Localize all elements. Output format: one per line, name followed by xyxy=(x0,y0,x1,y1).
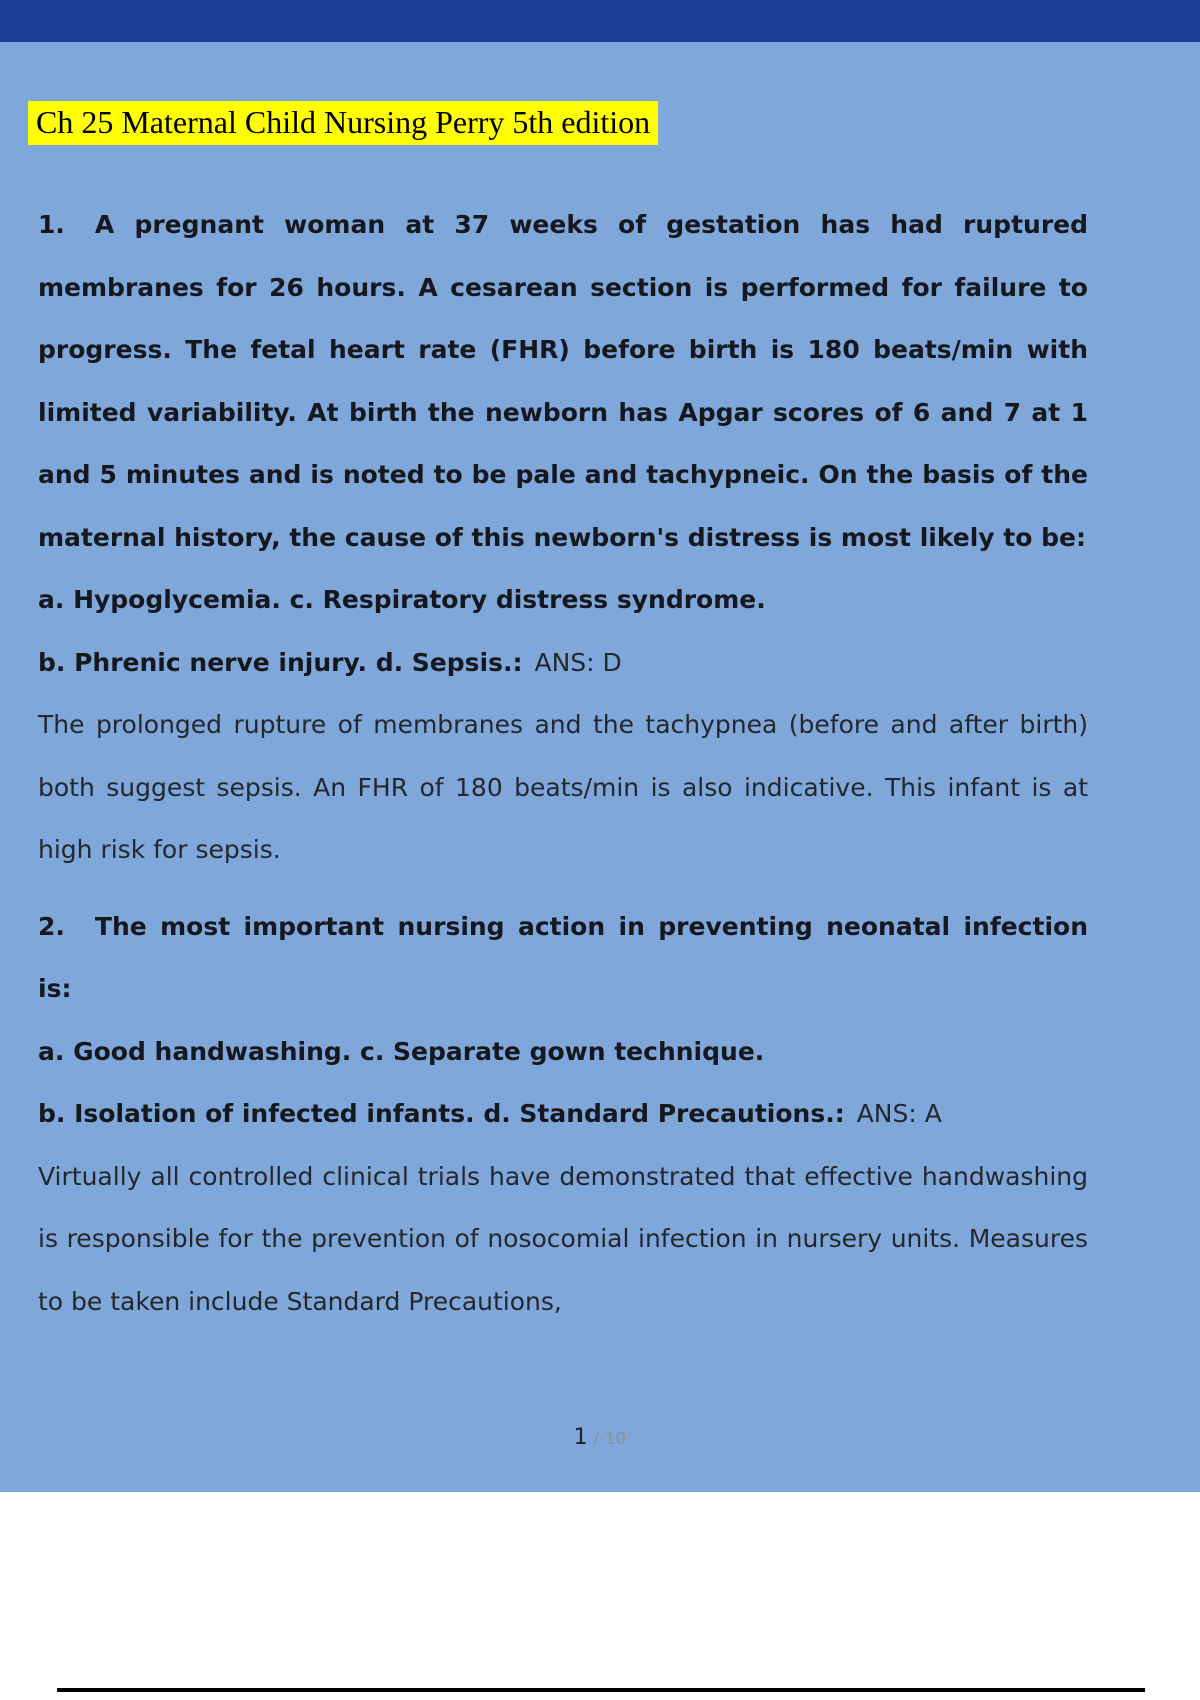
question-1-rationale: The prolonged rupture of membranes and the tachypnea (before and after birth) both suggest sepsis. An FHR of 180 beats/min is also indicative. This infant is at high risk for sepsis. xyxy=(38,710,1088,864)
title-highlight: Ch 25 Maternal Child Nursing Perry 5th edition xyxy=(28,101,658,145)
next-page-gap xyxy=(0,1492,1200,1700)
question-2-options-bd: b. Isolation of infected infants. d. Standard Precautions.: xyxy=(38,1099,845,1128)
question-1-options-ac: a. Hypoglycemia. c. Respiratory distress syndrome. xyxy=(38,585,766,614)
total-page-count: / 10 xyxy=(593,1429,627,1449)
next-page-divider-line xyxy=(57,1688,1145,1692)
document-page xyxy=(0,42,1200,1492)
question-block-1 xyxy=(38,194,1088,882)
question-1-options-bd-line xyxy=(38,632,1088,695)
document-title xyxy=(28,102,1088,142)
question-2-text xyxy=(38,896,1088,1021)
question-2-rationale: Virtually all controlled clinical trials have demonstrated that effective handwashing is responsible for the prevention of nosocomial infection in nursery units. Measures to be taken include Standard Precautions, xyxy=(38,1161,1088,1316)
question-2-options-ac: a. Good handwashing. c. Separate gown technique. xyxy=(38,1036,765,1066)
page-top-border xyxy=(0,0,1200,42)
question-1-text xyxy=(38,194,1088,569)
question-block-2 xyxy=(38,896,1088,1334)
page-number-indicator xyxy=(0,1425,1200,1450)
question-2-options-bd-line xyxy=(38,1083,1088,1146)
question-2-body: The most important nursing action in preventing neonatal infection is: xyxy=(38,911,1088,1003)
current-page-number: 1 xyxy=(573,1425,588,1450)
question-1-options-bd: b. Phrenic nerve injury. d. Sepsis.: xyxy=(38,647,523,677)
question-2-number: 2. xyxy=(38,911,65,941)
question-2-answer: ANS: A xyxy=(856,1099,942,1128)
question-1-number: 1. xyxy=(38,210,65,239)
question-1-answer: ANS: D xyxy=(534,647,622,677)
question-1-body: A pregnant woman at 37 weeks of gestation has had ruptured membranes for 26 hours. A cesarean section is performed for failure to progress. The fetal heart rate (FHR) before birth is 180 beats/min with limited variability. At birth the newborn has Apgar scores of 6 and 7 at 1 and 5 minutes and is noted to be pale and tachypneic. On the basis of the maternal history, the cause of this newborn's distress is most likely to be: xyxy=(38,210,1088,552)
